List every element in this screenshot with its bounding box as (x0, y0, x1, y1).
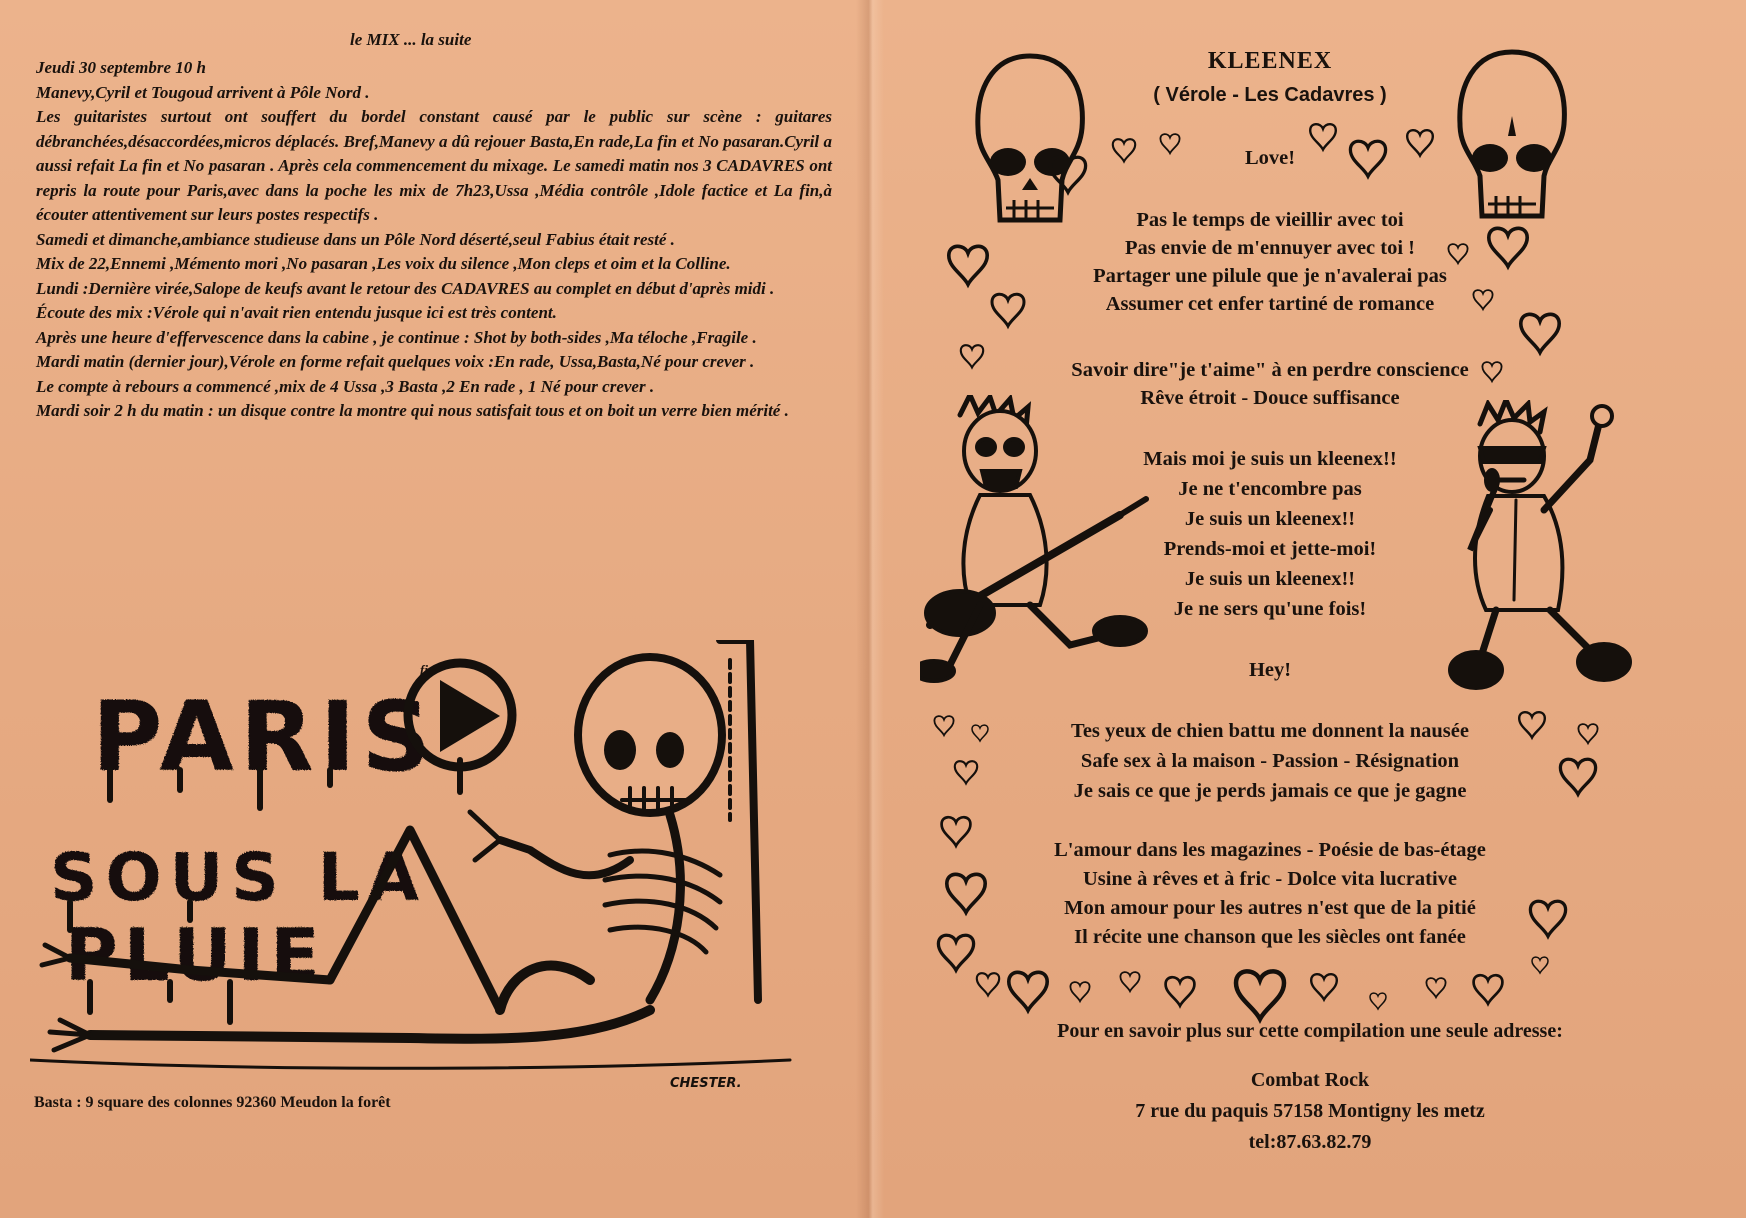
poster-signature: CHESTER. (670, 1076, 742, 1091)
paris-sous-la-pluie-poster (30, 640, 850, 1100)
lyric-line: Pas le temps de vieillir avec toi (1136, 209, 1404, 231)
contact-name: Combat Rock (1250, 1069, 1370, 1091)
lyric-line: Savoir dire"je t'aime" à en perdre conscience (1071, 359, 1469, 381)
contact-tel: tel:87.63.82.79 (1248, 1131, 1372, 1153)
lyrics-chorus (1060, 444, 1480, 624)
song-title: KLEENEX (1207, 48, 1333, 74)
lyrics-verse-3 (980, 716, 1560, 806)
lyric-line: Mais moi je suis un kleenex!! (1143, 448, 1397, 470)
lyrics-love (1140, 144, 1400, 172)
basta-address: Basta : 9 square des colonnes 92360 Meudon la forêt (34, 1094, 391, 1111)
mix-paragraph: Mix de 22,Ennemi ,Mémento mori ,No pasaran ,Les voix du silence ,Mon cleps et oim et la Colline. (36, 254, 731, 273)
lyric-line: Prends-moi et jette-moi! (1163, 538, 1377, 560)
mix-article (36, 56, 832, 424)
mix-paragraph: Jeudi 30 septembre 10 h (36, 58, 206, 77)
mix-paragraph: Lundi :Dernière virée,Salope de keufs avant le retour des CADAVRES au complet en début d'après midi . (36, 278, 775, 298)
poster-title-pluie: PLUIE (65, 913, 326, 997)
lyric-line: Il récite une chanson que les siècles ont fanée (1074, 926, 1466, 948)
lyric-line: Rêve étroit - Douce suffisance (1140, 387, 1400, 409)
lyric-line: Safe sex à la maison - Passion - Résignation (1080, 750, 1460, 772)
mix-paragraph: Les guitaristes surtout ont souffert du bordel constant causé par le public sur scène : guitares débranchées,désaccordées,micros déplacés. Bref,Manevy a dû rejouer Basta,En rade,La fin et No pasaran.Cyril a aussi refait La fin et No pasaran . Après cela commencement du mixage. Le samedi matin nos 3 CADAVRES ont repris la route pour Paris,avec dans la poche les mix de 7h23,Ussa ,Média contrôle ,Idole factice et La fin,à écouter attentivement sur leurs postes respectifs . (36, 107, 832, 224)
lyrics-hey (1180, 656, 1360, 684)
lyric-line: Love! (1244, 147, 1296, 169)
contact-block (900, 1016, 1720, 1158)
mix-paragraph: Après une heure d'effervescence dans la cabine , je continue : Shot by both-sides ,Ma téloche ,Fragile . (36, 327, 757, 347)
mix-paragraph: Mardi soir 2 h du matin : un disque contre la montre qui nous satisfait tous et on boit un verre bien mérité . (36, 401, 789, 420)
lyric-line: Assumer cet enfer tartiné de romance (1105, 293, 1435, 315)
lyrics-verse-2 (980, 356, 1560, 412)
lyric-line: Je ne sers qu'une fois! (1173, 598, 1367, 620)
lyric-line: Partager une pilule que je n'avalerai pas (1093, 265, 1447, 287)
song-credits: ( Vérole - Les Cadavres ) (1153, 84, 1387, 106)
fin-label: fin (420, 662, 436, 677)
lyric-line: Je ne t'encombre pas (1178, 478, 1362, 500)
lyric-line: Je suis un kleenex!! (1184, 508, 1356, 530)
mix-heading: le MIX ... la suite (350, 30, 472, 49)
lyric-line: Mon amour pour les autres n'est que de la pitié (1064, 897, 1476, 919)
lyrics-verse-1 (980, 206, 1560, 318)
mix-paragraph: Mardi matin (dernier jour),Vérole en forme refait quelques voix :En rade, Ussa,Basta,Né pour crever . (36, 352, 755, 371)
lyric-line: Je sais ce que je perds jamais ce que je gagne (1073, 780, 1467, 802)
contact-address: 7 rue du paquis 57158 Montigny les metz (1135, 1100, 1485, 1122)
mix-paragraph: Le compte à rebours a commencé ,mix de 4 Ussa ,3 Basta ,2 En rade , 1 Né pour crever . (36, 376, 655, 396)
lyric-line: L'amour dans les magazines - Poésie de bas-étage (1054, 839, 1486, 861)
poster-title-sous-la: SOUS LA (50, 839, 427, 916)
lyric-line: Je suis un kleenex!! (1184, 568, 1356, 590)
lyric-line: Hey! (1248, 659, 1292, 681)
info-line: Pour en savoir plus sur cette compilation une seule adresse: (1057, 1020, 1563, 1042)
lyric-line: Pas envie de m'ennuyer avec toi ! (1125, 237, 1415, 259)
poster-title-paris: PARIS (92, 681, 437, 793)
lyric-line: Tes yeux de chien battu me donnent la nausée (1071, 720, 1469, 742)
mix-paragraph: Samedi et dimanche,ambiance studieuse dans un Pôle Nord déserté,seul Fabius était resté . (36, 229, 675, 249)
mix-paragraph: Écoute des mix :Vérole qui n'avait rien entendu jusque ici est très content. (36, 303, 557, 322)
lyrics-verse-4 (980, 836, 1560, 952)
lyric-line: Usine à rêves et à fric - Dolce vita lucrative (1083, 868, 1457, 890)
mix-paragraph: Manevy,Cyril et Tougoud arrivent à Pôle Nord . (36, 82, 370, 102)
